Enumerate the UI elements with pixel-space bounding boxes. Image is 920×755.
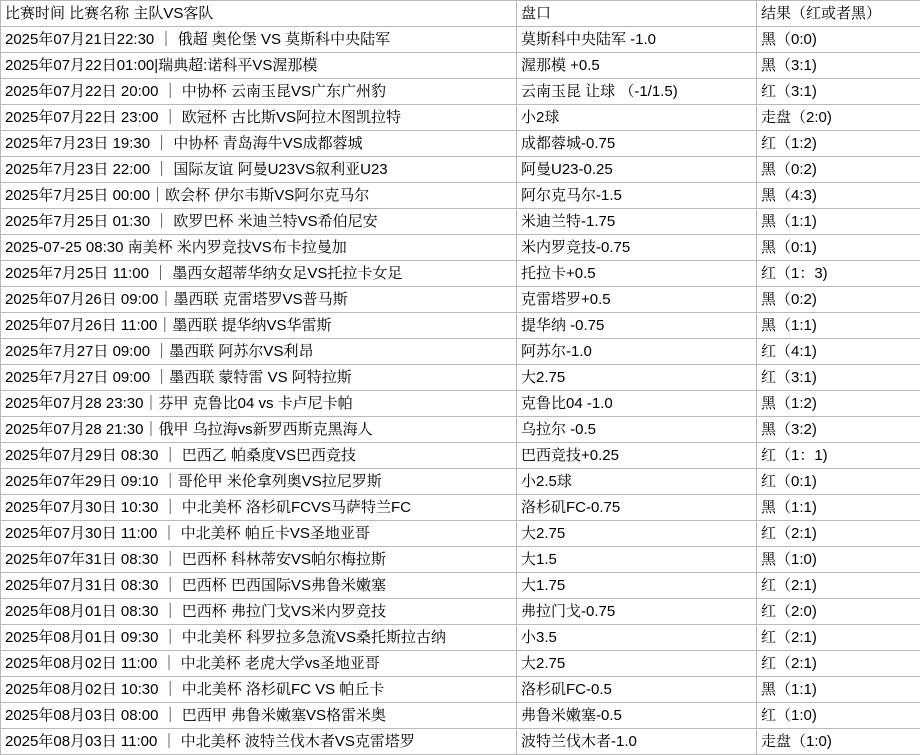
cell-odds: 小3.5 — [517, 625, 757, 651]
table-row — [1, 703, 920, 729]
table-row — [1, 417, 920, 443]
cell-odds: 大1.75 — [517, 573, 757, 599]
table-row — [1, 79, 920, 105]
cell-match: 2025年08月03日 11:00 ｜ 中北美杯 波特兰伐木者VS克雷塔罗 — [1, 729, 517, 755]
cell-result: 黑（1:0) — [757, 547, 920, 573]
cell-result: 黑（0:0) — [757, 27, 920, 53]
cell-result: 黑（4:3) — [757, 183, 920, 209]
cell-odds: 莫斯科中央陆军 -1.0 — [517, 27, 757, 53]
cell-result: 红（1:0) — [757, 703, 920, 729]
cell-match: 2025年08月01日 08:30 ｜ 巴西杯 弗拉门戈VS米内罗竞技 — [1, 599, 517, 625]
table-row — [1, 443, 920, 469]
column-header-result: 结果（红或者黑） — [757, 1, 920, 27]
cell-match: 2025年07月22日 20:00 ｜ 中协杯 云南玉昆VS广东广州豹 — [1, 79, 517, 105]
table-row — [1, 53, 920, 79]
cell-match: 2025年07月30日 10:30 ｜ 中北美杯 洛杉矶FCVS马萨特兰FC — [1, 495, 517, 521]
cell-odds: 阿曼U23-0.25 — [517, 157, 757, 183]
cell-result: 红（4:1) — [757, 339, 920, 365]
table-row — [1, 339, 920, 365]
cell-odds: 大2.75 — [517, 651, 757, 677]
cell-result: 黑（1:1) — [757, 677, 920, 703]
cell-odds: 乌拉尔 -0.5 — [517, 417, 757, 443]
table-row — [1, 599, 920, 625]
cell-match: 2025年07月26日 11:00｜墨西联 提华纳VS华雷斯 — [1, 313, 517, 339]
cell-result: 走盘（2:0) — [757, 105, 920, 131]
cell-match: 2025年07月28 21:30｜俄甲 乌拉海vs新罗西斯克黑海人 — [1, 417, 517, 443]
table-row — [1, 209, 920, 235]
cell-result: 红（0:1) — [757, 469, 920, 495]
cell-odds: 克雷塔罗+0.5 — [517, 287, 757, 313]
table-row — [1, 157, 920, 183]
table-row — [1, 391, 920, 417]
cell-odds: 云南玉昆 让球 （-1/1.5) — [517, 79, 757, 105]
table-row — [1, 495, 920, 521]
cell-odds: 阿尔克马尔-1.5 — [517, 183, 757, 209]
cell-match: 2025年07月29日 08:30 ｜ 巴西乙 帕桑度VS巴西竞技 — [1, 443, 517, 469]
cell-result: 黑（3:1) — [757, 53, 920, 79]
table-row — [1, 469, 920, 495]
cell-odds: 大2.75 — [517, 521, 757, 547]
cell-odds: 小2.5球 — [517, 469, 757, 495]
cell-odds: 阿苏尔-1.0 — [517, 339, 757, 365]
cell-match: 2025年07月30日 11:00 ｜ 中北美杯 帕丘卡VS圣地亚哥 — [1, 521, 517, 547]
cell-result: 红（1:2) — [757, 131, 920, 157]
cell-match: 2025年08月02日 11:00 ｜ 中北美杯 老虎大学vs圣地亚哥 — [1, 651, 517, 677]
table-row — [1, 183, 920, 209]
table-row — [1, 27, 920, 53]
cell-match: 2025-07-25 08:30 南美杯 米内罗竞技VS布卡拉曼加 — [1, 235, 517, 261]
cell-result: 红（1：3) — [757, 261, 920, 287]
cell-match: 2025年07年29日 09:10 ｜哥伦甲 米伦拿列奥VS拉尼罗斯 — [1, 469, 517, 495]
cell-odds: 洛杉矶FC-0.75 — [517, 495, 757, 521]
cell-odds: 弗拉门戈-0.75 — [517, 599, 757, 625]
cell-result: 红（2:1) — [757, 573, 920, 599]
table-body — [1, 27, 920, 755]
table-row — [1, 651, 920, 677]
cell-result: 黑（1:1) — [757, 209, 920, 235]
cell-match: 2025年08月03日 08:00 ｜ 巴西甲 弗鲁米嫩塞VS格雷米奥 — [1, 703, 517, 729]
cell-result: 黑（1:1) — [757, 495, 920, 521]
cell-result: 红（2:1) — [757, 521, 920, 547]
table-row — [1, 365, 920, 391]
table-row — [1, 625, 920, 651]
cell-match: 2025年7月23日 19:30 ｜ 中协杯 青岛海牛VS成都蓉城 — [1, 131, 517, 157]
column-header-match: 比赛时间 比赛名称 主队VS客队 — [1, 1, 517, 27]
cell-match: 2025年07月21日22:30 ｜ 俄超 奥伦堡 VS 莫斯科中央陆军 — [1, 27, 517, 53]
cell-match: 2025年7月27日 09:00 ｜墨西联 阿苏尔VS利昂 — [1, 339, 517, 365]
cell-match: 2025年07月31日 08:30 ｜ 巴西杯 巴西国际VS弗鲁米嫩塞 — [1, 573, 517, 599]
cell-match: 2025年7月23日 22:00 ｜ 国际友谊 阿曼U23VS叙利亚U23 — [1, 157, 517, 183]
cell-odds: 洛杉矶FC-0.5 — [517, 677, 757, 703]
cell-odds: 大2.75 — [517, 365, 757, 391]
cell-odds: 波特兰伐木者-1.0 — [517, 729, 757, 755]
cell-result: 红（2:1) — [757, 651, 920, 677]
cell-odds: 米迪兰特-1.75 — [517, 209, 757, 235]
cell-result: 黑（1:2) — [757, 391, 920, 417]
table-header-row — [1, 1, 920, 27]
table-row — [1, 105, 920, 131]
cell-match: 2025年08月01日 09:30 ｜ 中北美杯 科罗拉多急流VS桑托斯拉古纳 — [1, 625, 517, 651]
cell-match: 2025年7月27日 09:00 ｜墨西联 蒙特雷 VS 阿特拉斯 — [1, 365, 517, 391]
cell-match: 2025年07月26日 09:00｜墨西联 克雷塔罗VS普马斯 — [1, 287, 517, 313]
cell-match: 2025年07月28 23:30｜芬甲 克鲁比04 vs 卡卢尼卡帕 — [1, 391, 517, 417]
column-header-odds: 盘口 — [517, 1, 757, 27]
table-row — [1, 287, 920, 313]
table-row — [1, 547, 920, 573]
cell-result: 黑（0:2) — [757, 287, 920, 313]
cell-odds: 渥那模 +0.5 — [517, 53, 757, 79]
cell-odds: 成都蓉城-0.75 — [517, 131, 757, 157]
cell-result: 红（3:1) — [757, 365, 920, 391]
cell-match: 2025年08月02日 10:30 ｜ 中北美杯 洛杉矶FC VS 帕丘卡 — [1, 677, 517, 703]
cell-odds: 小2球 — [517, 105, 757, 131]
table-row — [1, 235, 920, 261]
cell-result: 黑（0:1) — [757, 235, 920, 261]
cell-match: 2025年07月22日 23:00 ｜ 欧冠杯 古比斯VS阿拉木图凯拉特 — [1, 105, 517, 131]
cell-result: 红（1：1) — [757, 443, 920, 469]
table-row — [1, 131, 920, 157]
cell-match: 2025年7月25日 01:30 ｜ 欧罗巴杯 米迪兰特VS希伯尼安 — [1, 209, 517, 235]
table-row — [1, 521, 920, 547]
table-row — [1, 729, 920, 755]
table-row — [1, 573, 920, 599]
cell-odds: 大1.5 — [517, 547, 757, 573]
cell-odds: 提华纳 -0.75 — [517, 313, 757, 339]
table-row — [1, 677, 920, 703]
table-row — [1, 313, 920, 339]
cell-match: 2025年7月25日 00:00｜欧会杯 伊尔韦斯VS阿尔克马尔 — [1, 183, 517, 209]
table-row — [1, 261, 920, 287]
cell-result: 红（3:1) — [757, 79, 920, 105]
cell-odds: 巴西竞技+0.25 — [517, 443, 757, 469]
cell-result: 走盘（1:0) — [757, 729, 920, 755]
cell-result: 红（2:1) — [757, 625, 920, 651]
cell-result: 红（2:0) — [757, 599, 920, 625]
cell-match: 2025年07月22日01:00|瑞典超:诺科平VS渥那模 — [1, 53, 517, 79]
cell-odds: 米内罗竞技-0.75 — [517, 235, 757, 261]
cell-odds: 托拉卡+0.5 — [517, 261, 757, 287]
cell-odds: 克鲁比04 -1.0 — [517, 391, 757, 417]
cell-match: 2025年07年31日 08:30 ｜ 巴西杯 科林蒂安VS帕尔梅拉斯 — [1, 547, 517, 573]
cell-result: 黑（3:2) — [757, 417, 920, 443]
cell-match: 2025年7月25日 11:00 ｜ 墨西女超蒂华纳女足VS托拉卡女足 — [1, 261, 517, 287]
cell-result: 黑（0:2) — [757, 157, 920, 183]
cell-result: 黑（1:1) — [757, 313, 920, 339]
cell-odds: 弗鲁米嫩塞-0.5 — [517, 703, 757, 729]
